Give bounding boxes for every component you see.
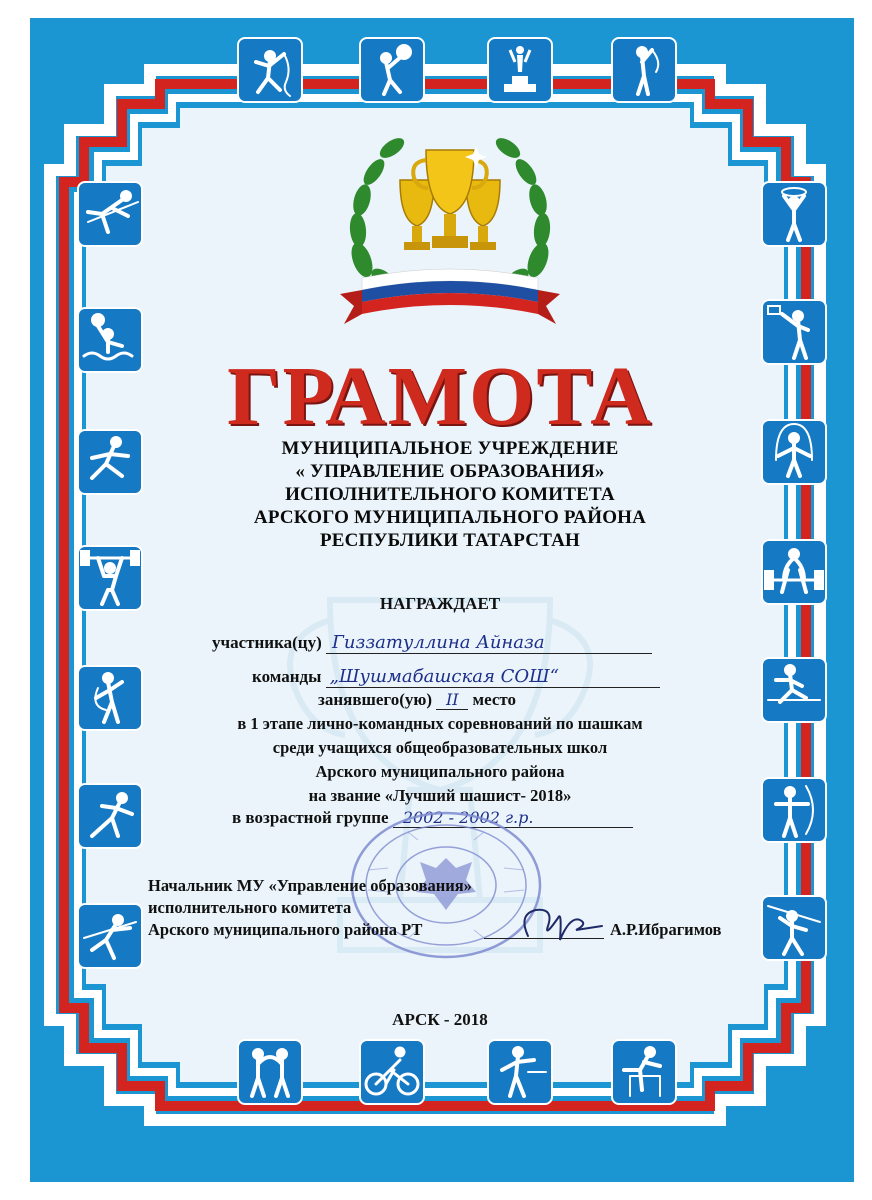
participant-name: Гиззатуллина Айназа: [326, 632, 652, 654]
athlete-icon: [488, 1040, 552, 1104]
barbell-icon: [762, 540, 826, 604]
gymnasts-pair-icon: [238, 1040, 302, 1104]
gymnast-hoop-icon: [612, 38, 676, 102]
signatory-line-2: исполнительного комитета: [148, 898, 352, 917]
participant-row: [212, 632, 652, 654]
discus-icon: [78, 666, 142, 730]
competition-line-3: Арского муниципального района: [315, 762, 565, 781]
place-label-after: место: [472, 690, 517, 709]
basketball-icon: [762, 300, 826, 364]
archery-icon: [762, 778, 826, 842]
place-row: [318, 690, 516, 710]
issuer-line-4: АРСКОГО МУНИЦИПАЛЬНОГО РАЙОНА: [253, 507, 647, 528]
signatory-name: А.Р.Ибрагимов: [610, 920, 722, 939]
issuer-line-2: « УПРАВЛЕНИЕ ОБРАЗОВАНИЯ»: [295, 461, 605, 482]
competition-line-1: в 1 этапе лично-командных соревнований по шашкам: [237, 714, 643, 733]
gymnast-ribbon-icon: [238, 38, 302, 102]
issuer-line-5: РЕСПУБЛИКИ ТАТАРСТАН: [319, 530, 581, 551]
competition-line-4: на звание «Лучший шашист- 2018»: [308, 786, 572, 805]
place-value: II: [436, 690, 468, 710]
signatory-line-1: Начальник МУ «Управление образования»: [148, 876, 472, 895]
gymnast-ball-icon: [360, 38, 424, 102]
competition-line-2: среди учащихся общеобразовательных школ: [272, 738, 608, 757]
handwritten-signature: [510, 896, 610, 952]
trophy-emblem: [300, 110, 600, 350]
place-label-before: занявшего(ую): [318, 690, 433, 709]
skater-icon: [78, 784, 142, 848]
hurdles-icon: [762, 658, 826, 722]
runner-icon: [78, 430, 142, 494]
footer-text: АРСК - 2018: [392, 1010, 488, 1029]
hurdler-icon: [612, 1040, 676, 1104]
javelin-throw-icon: [78, 904, 142, 968]
issuer-line-3: ИСПОЛНИТЕЛЬНОГО КОМИТЕТА: [285, 484, 615, 505]
team-label: команды: [252, 667, 322, 686]
tricolor-ribbon-icon: [340, 269, 560, 324]
cyclist-icon: [360, 1040, 424, 1104]
high-jump-icon: [78, 182, 142, 246]
age-group-label: в возрастной группе: [232, 808, 389, 827]
hoop-gymnast-icon: [762, 182, 826, 246]
trophy-cups-icon: [400, 146, 500, 250]
participant-label: участника(цу): [212, 633, 322, 652]
weightlifter-icon: [78, 546, 142, 610]
issuer-line-1: МУНИЦИПАЛЬНОЕ УЧРЕЖДЕНИЕ: [281, 438, 619, 459]
team-name: „Шушмабашская СОШ“: [326, 666, 660, 688]
awards-label: НАГРАЖДАЕТ: [379, 594, 501, 613]
age-group-value: 2002 - 2002 г.р.: [393, 808, 633, 828]
team-row: [252, 666, 660, 688]
water-polo-icon: [78, 308, 142, 372]
trophy-podium-icon: [488, 38, 552, 102]
certificate-title: ГРАМОТА: [227, 350, 653, 443]
signatory-line-3: Арского муниципального района РТ: [148, 920, 423, 939]
jump-rope-icon: [762, 420, 826, 484]
javelin-icon: [762, 896, 826, 960]
